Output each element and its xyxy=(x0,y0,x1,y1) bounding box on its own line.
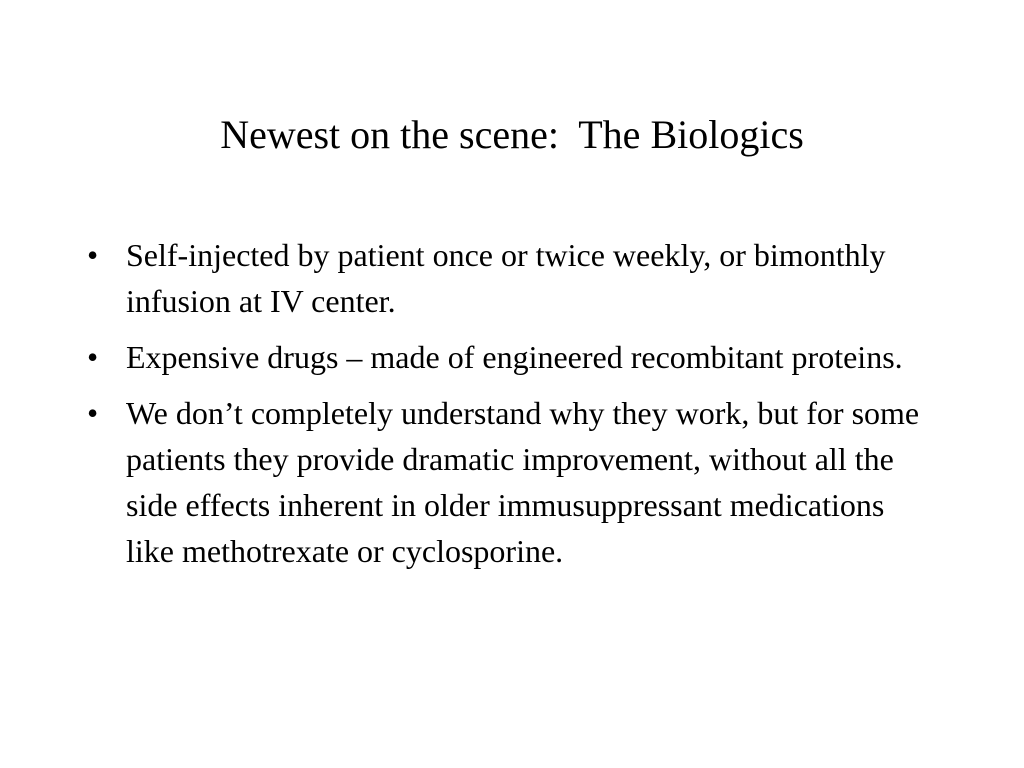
bullet-item xyxy=(0,232,926,324)
bullet-text: Self-injected by patient once or twice weekly, or bimonthly infusion at IV center. xyxy=(126,237,886,319)
slide-title: Newest on the scene: The Biologics xyxy=(220,112,804,157)
bullet-marker: • xyxy=(87,339,99,375)
bullet-list xyxy=(0,232,1024,584)
bullet-marker: • xyxy=(87,237,99,273)
bullet-text: We don’t completely understand why they work, but for some patients they provide dramatic improvement, without all the side effects inherent in older immusuppressant medications like methotrexate or cyclosporine. xyxy=(126,395,920,569)
bullet-item xyxy=(0,390,926,574)
bullet-marker: • xyxy=(87,395,99,431)
bullet-text: Expensive drugs – made of engineered recombitant proteins. xyxy=(126,339,903,375)
bullet-item xyxy=(0,334,926,380)
